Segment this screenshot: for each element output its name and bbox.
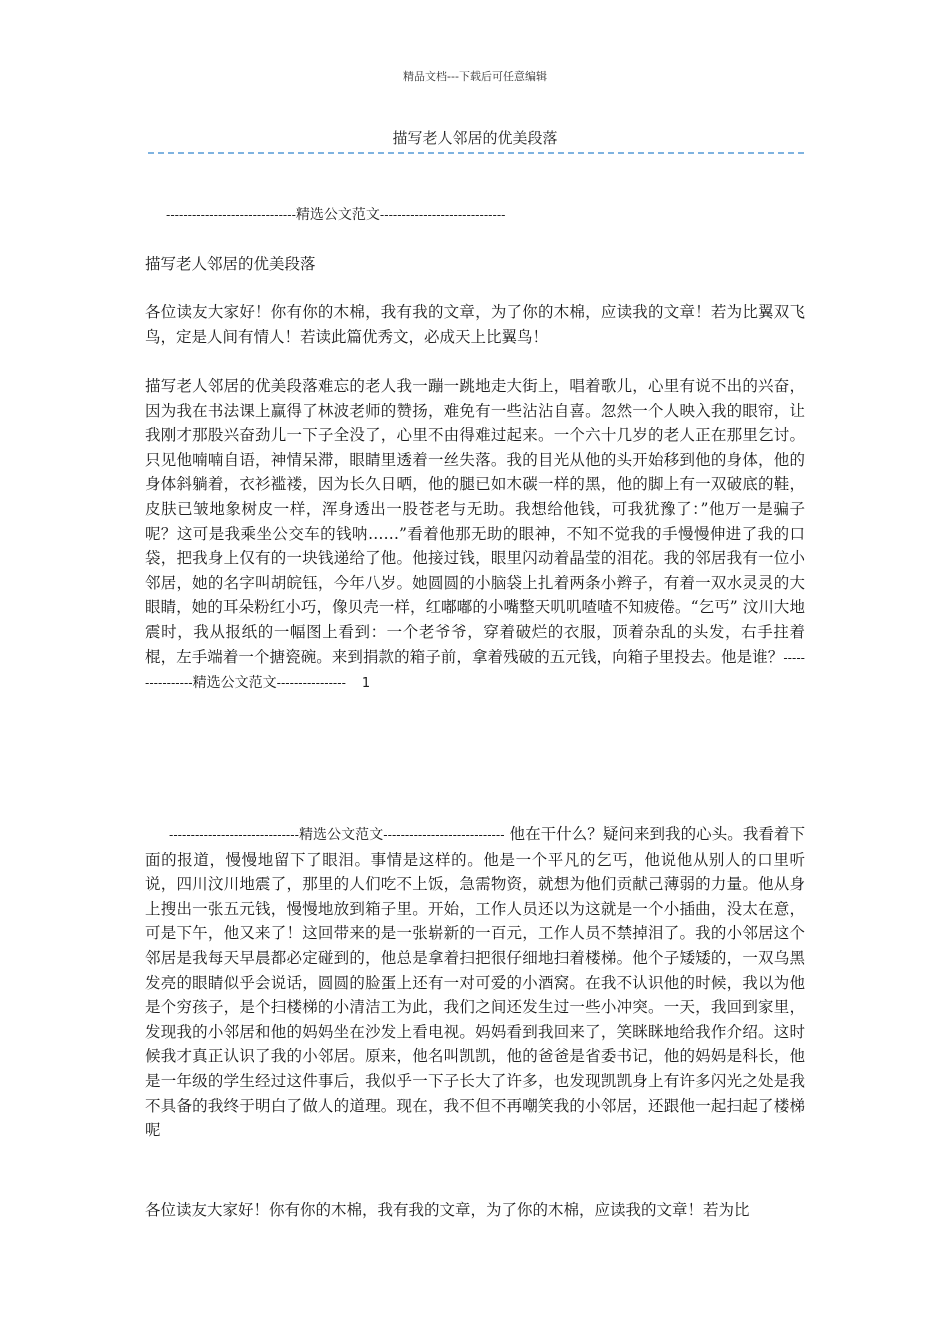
separator-dashes-right: -----------------------------: [379, 208, 506, 222]
page-number: 1: [361, 676, 371, 692]
separator-dashes-left: ------------------------------: [166, 208, 296, 222]
section-separator: [166, 204, 505, 224]
document-title: 描写老人邻居的优美段落: [392, 129, 558, 147]
intro-paragraph: 各位读友大家好！你有你的木棉，我有我的文章，为了你的木棉，应读我的文章！若为比翼双飞鸟，定是人间有情人！若读此篇优秀文，必成天上比翼鸟！: [145, 303, 805, 346]
intro-paragraph-repeat: 各位读友大家好！你有你的木棉，我有我的文章，为了你的木棉，应读我的文章！若为比: [145, 1201, 750, 1219]
header-watermark: 精品文档---下载后可任意编辑: [403, 70, 547, 83]
separator-label: 精选公文范文: [295, 207, 380, 223]
inline-separator: ----------------精选公文范文----------------: [145, 650, 805, 692]
body-subtitle: 描写老人邻居的优美段落: [145, 255, 316, 273]
paragraph-2-text: 他在干什么？疑问来到我的心头。我看着下面的报道，慢慢地留下了眼泪。事情是这样的。他是一个平凡的乞丐，他说他从别人的口里听说，四川汶川地震了，那里的人们吃不上饭，急需物资，就想为他们贡献己薄弱的力量。他从身上搜出一张五元钱，慢慢地放到箱子里。开始，工作人员还以为这就是一个小插曲，没太在意，可是下午，他又来了！这回带来的是一张崭新的一百元，工作人员不禁掉泪了。我的小邻居这个邻居是我每天早晨都必定碰到的，他总是拿着扫把很仔细地扫着楼梯。他个子矮矮的，一双乌黑发亮的眼睛似乎会说话，圆圆的脸蛋上还有一对可爱的小酒窝。在我不认识他的时候，我以为他是个穷孩子，是个扫楼梯的小清洁工为此，我们之间还发生过一些小冲突。一天，我回到家里，发现我的小邻居和他的妈妈坐在沙发上看电视。妈妈看到我回来了，笑眯眯地给我作介绍。这时候我才真正认识了我的小邻居。原来，他名叫凯凯，他的爸爸是省委书记，他的妈妈是科长，他是一年级的学生经过这件事后，我似乎一下子长大了许多，也发现凯凯身上有许多闪光之处是我不具备的我终于明白了做人的道理。现在，我不但不再嘲笑我的小邻居，还跟他一起扫起了楼梯呢: [145, 825, 805, 1140]
body-paragraph-2: [145, 822, 805, 1143]
paragraph-1-text: 描写老人邻居的优美段落难忘的老人我一蹦一跳地走大街上，唱着歌儿，心里有说不出的兴奋，因为我在书法课上赢得了林波老师的赞扬，难免有一些沾沾自喜。忽然一个人映入我的眼帘，让我刚才那股兴奋劲儿一下子全没了，心里不由得难过起来。一个六十几岁的老人正在那里乞讨。只见他喃喃自语，神情呆滞，眼睛里透着一丝失落。我的目光从他的头开始移到他的身体，他的身体斜躺着，衣衫褴褛，因为长久日晒，他的腿已如木碳一样的黑，他的脚上有一双破底的鞋，皮肤已皱地象树皮一样，浑身透出一股苍老与无助。我想给他钱，可我犹豫了：”他万一是骗子呢？这可是我乘坐公交车的钱呐……”看着他那无助的眼神，不知不觉我的手慢慢伸进了我的口袋，把我身上仅有的一块钱递给了他。他接过钱，眼里闪动着晶莹的泪花。我的邻居我有一位小邻居，她的名字叫胡皖钰，今年八岁。她圆圆的小脑袋上扎着两条小辫子，有着一双水灵灵的大眼睛，她的耳朵粉红小巧，像贝壳一样，红嘟嘟的小嘴整天叽叽喳喳不知疲倦。“乞丐” 汶川大地震时，我从报纸的一幅图上看到：一个老爷爷，穿着破烂的衣服，顶着杂乱的头发，右手拄着棍，左手端着一个搪瓷碗。来到捐款的箱子前，拿着残破的五元钱，向箱子里投去。他是谁？: [145, 377, 805, 666]
body-paragraph-1: [145, 374, 805, 697]
page2-separator: ------------------------------精选公文范文----------------------------: [169, 827, 505, 843]
title-divider: [148, 152, 804, 154]
